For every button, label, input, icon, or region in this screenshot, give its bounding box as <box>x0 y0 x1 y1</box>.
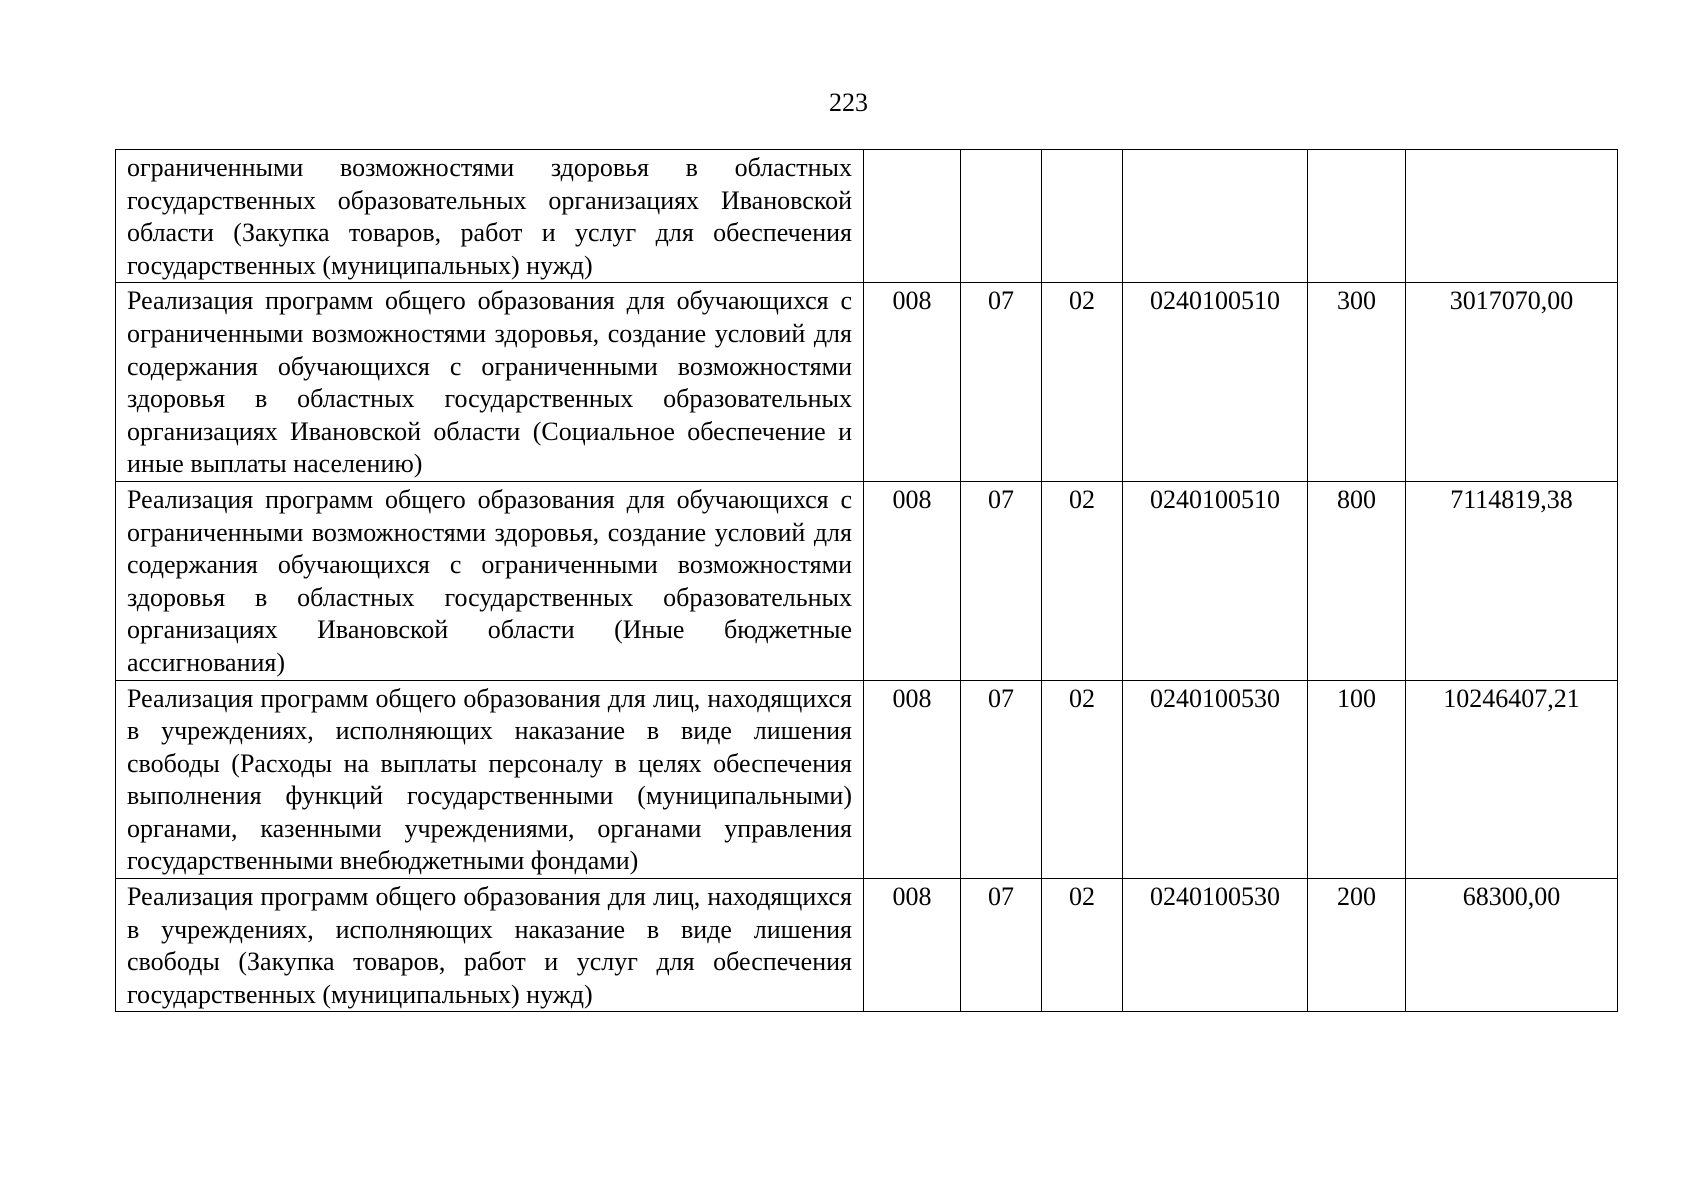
row-description: Реализация программ общего образования для лиц, находящихся в учреждениях, исполняющих наказание в виде лишения свободы (Закупка товаров, работ и услуг для обеспечения государственных (муниципальных) нужд) <box>116 879 864 1012</box>
ministry-code: 008 <box>864 283 961 482</box>
subsection-code: 02 <box>1042 879 1123 1012</box>
table-row <box>116 879 1618 1012</box>
section-code: 07 <box>961 680 1042 879</box>
amount-value <box>1406 150 1618 283</box>
table-row <box>116 150 1618 283</box>
section-code <box>961 150 1042 283</box>
page-number: 223 <box>829 88 868 117</box>
amount-value: 10246407,21 <box>1406 680 1618 879</box>
ministry-code <box>864 150 961 283</box>
subsection-code: 02 <box>1042 283 1123 482</box>
table-row <box>116 680 1618 879</box>
ministry-code: 008 <box>864 879 961 1012</box>
target-article-code: 0240100510 <box>1123 283 1308 482</box>
expense-type-code: 300 <box>1308 283 1406 482</box>
target-article-code: 0240100530 <box>1123 680 1308 879</box>
row-description: ограниченными возможностями здоровья в областных государственных образовательных организациях Ивановской области (Закупка товаров, работ и услуг для обеспечения государственных (муниципальных) нужд) <box>116 150 864 283</box>
expense-type-code <box>1308 150 1406 283</box>
section-code: 07 <box>961 283 1042 482</box>
ministry-code: 008 <box>864 680 961 879</box>
table-row <box>116 481 1618 680</box>
table-row <box>116 283 1618 482</box>
section-code: 07 <box>961 481 1042 680</box>
ministry-code: 008 <box>864 481 961 680</box>
target-article-code <box>1123 150 1308 283</box>
amount-value: 68300,00 <box>1406 879 1618 1012</box>
subsection-code <box>1042 150 1123 283</box>
target-article-code: 0240100510 <box>1123 481 1308 680</box>
section-code: 07 <box>961 879 1042 1012</box>
amount-value: 7114819,38 <box>1406 481 1618 680</box>
row-description: Реализация программ общего образования для обучающихся с ограниченными возможностями здоровья, создание условий для содержания обучающихся с ограниченными возможностями здоровья в областных государственных образовательных организациях Ивановской области (Социальное обеспечение и иные выплаты населению) <box>116 283 864 482</box>
subsection-code: 02 <box>1042 680 1123 879</box>
budget-table <box>115 149 1618 1012</box>
amount-value: 3017070,00 <box>1406 283 1618 482</box>
expense-type-code: 800 <box>1308 481 1406 680</box>
row-description: Реализация программ общего образования для обучающихся с ограниченными возможностями здоровья, создание условий для содержания обучающихся с ограниченными возможностями здоровья в областных государственных образовательных организациях Ивановской области (Иные бюджетные ассигнования) <box>116 481 864 680</box>
row-description: Реализация программ общего образования для лиц, находящихся в учреждениях, исполняющих наказание в виде лишения свободы (Расходы на выплаты персоналу в целях обеспечения выполнения функций государственными (муниципальными) органами, казенными учреждениями, органами управления государственными внебюджетными фондами) <box>116 680 864 879</box>
target-article-code: 0240100530 <box>1123 879 1308 1012</box>
expense-type-code: 100 <box>1308 680 1406 879</box>
expense-type-code: 200 <box>1308 879 1406 1012</box>
subsection-code: 02 <box>1042 481 1123 680</box>
